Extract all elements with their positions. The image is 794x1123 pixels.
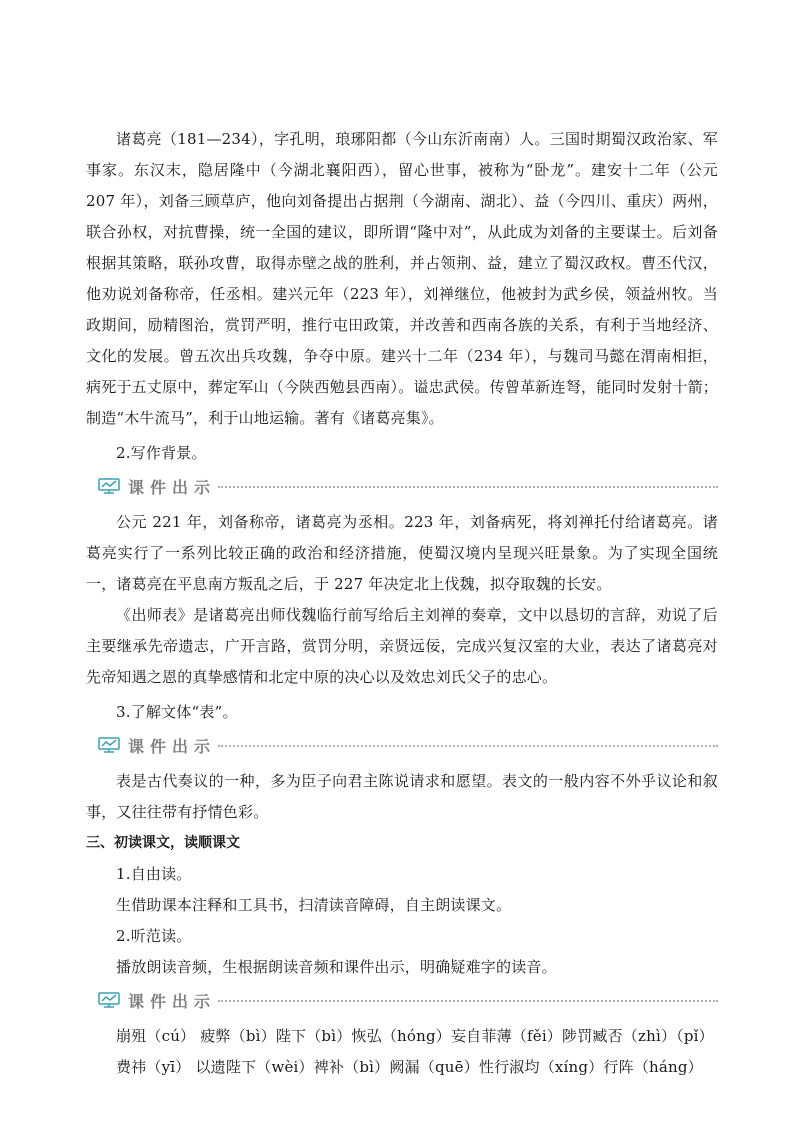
genre-paragraph: 表是古代奏议的一种，多为臣子向君主陈说请求和愿望。表文的一般内容不外乎议论和叙事，又往往带有抒情色彩。 (86, 772, 718, 821)
courseware-banner-2 (98, 728, 718, 762)
dotted-rule (218, 1000, 718, 1002)
item-genre: 3.了解文体“表”。 (116, 703, 238, 721)
dotted-rule (218, 745, 718, 747)
pinyin-line-1: 崩殂（cú） 疲弊（bì）陛下（bì）恢弘（hóng）妄自菲薄（fěi）陟罚臧否（zhì）（pǐ） (116, 1027, 714, 1045)
courseware-banner-3 (98, 983, 718, 1017)
step-listen-reading: 2.听范读。 (116, 927, 192, 945)
banner-label: 课件出示 (128, 736, 217, 756)
step-free-reading-text: 生借助课本注释和工具书，扫清读音障碍，自主朗读课文。 (116, 896, 512, 914)
pinyin-line-2: 费祎（yī） 以遗陛下（wèi）裨补（bì）阙漏（quē）性行淑均（xíng）行阵（háng） (116, 1058, 703, 1076)
courseware-banner-1 (98, 469, 718, 503)
presentation-icon (98, 478, 120, 494)
banner-label: 课件出示 (128, 991, 217, 1011)
presentation-icon (98, 992, 120, 1008)
presentation-icon (98, 737, 120, 753)
document-content (86, 124, 718, 1083)
banner-label: 课件出示 (128, 477, 217, 497)
background-paragraph-2: 《出师表》是诸葛亮出师伐魏临行前写给后主刘禅的奏章，文中以恳切的言辞，劝说了后主要继承先帝遗志，广开言路，赏罚分明，亲贤远佞，完成兴复汉室的大业，表达了诸葛亮对先帝知遇之恩的真挚感情和北定中原的决心以及效忠刘氏父子的忠心。 (86, 606, 718, 686)
step-listen-reading-text: 播放朗读音频，生根据朗读音频和课件出示，明确疑难字的读音。 (116, 958, 557, 976)
step-free-reading: 1.自由读。 (116, 865, 192, 883)
dotted-rule (218, 486, 718, 488)
intro-paragraph: 诸葛亮（181—234），字孔明，琅琊阳都（今山东沂南南）人。三国时期蜀汉政治家、军事家。东汉末，隐居隆中（今湖北襄阳西），留心世事，被称为“卧龙”。建安十二年（公元 207 年），刘备三顾草庐，他向刘备提出占据荆（今湖南、湖北）、益（今四川、重庆）两州，联合孙权，对抗曹操，统一全国的建议，即所谓“隆中对”，从此成为刘备的主要谋士。后刘备根据其策略，联孙攻曹，取得赤壁之战的胜利，并占领荆、益，建立了蜀汉政权。曹丕代汉，他劝说刘备称帝，任丞相。建兴元年（223 年），刘禅继位，他被封为武乡侯，领益州牧。当政期间，励精图治，赏罚严明，推行屯田政策，并改善和西南各族的关系，有利于当地经济、文化的发展。曾五次出兵攻魏，争夺中原。建兴十二年（234 年），与魏司马懿在渭南相拒，病死于五丈原中，葬定军山（今陕西勉县西南）。谥忠武侯。传曾革新连弩，能同时发射十箭；制造“木牛流马”，利于山地运输。著有《诸葛亮集》。 (86, 130, 718, 427)
item-writing-background: 2.写作背景。 (116, 444, 207, 462)
section-3-heading: 三、初读课文，读顺课文 (86, 835, 240, 851)
background-paragraph-1: 公元 221 年，刘备称帝，诸葛亮为丞相。223 年，刘备病死，将刘禅托付给诸葛亮。诸葛亮实行了一系列比较正确的政治和经济措施，使蜀汉境内呈现兴旺景象。为了实现全国统一，诸葛亮在平息南方叛乱之后，于 227 年决定北上伐魏，拟夺取魏的长安。 (86, 513, 718, 593)
